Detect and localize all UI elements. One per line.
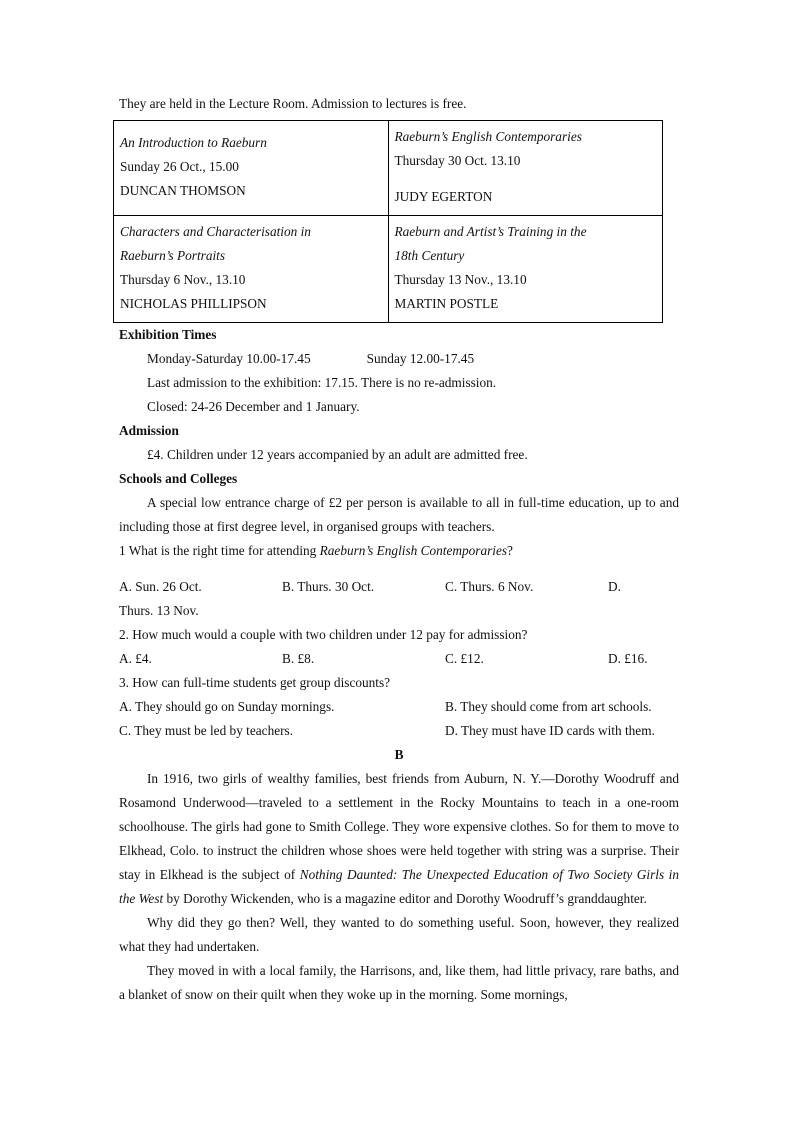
lecture-title-cont: 18th Century — [394, 248, 465, 263]
option-b[interactable]: B. £8. — [282, 651, 315, 666]
lecture-cell-1 — [114, 121, 389, 216]
section-b-paragraph-3: They moved in with a local family, the Harrisons, and, like them, had little privacy, rare baths, and a blanket of snow on their quilt when they woke up in the morning. Some mornings, — [119, 963, 679, 1002]
option-a[interactable]: A. £4. — [119, 651, 152, 666]
exhibition-heading: Exhibition Times — [119, 327, 217, 342]
option-c[interactable]: C. They must be led by teachers. — [119, 723, 294, 738]
option-a[interactable]: A. Sun. 26 Oct. — [119, 579, 202, 594]
option-d-text: Thurs. 13 Nov. — [119, 603, 199, 618]
lecture-date: Thursday 13 Nov., 13.10 — [394, 272, 527, 287]
section-b-paragraph-1 — [119, 767, 679, 911]
book-title: Nothing Daunted: The Unexpected Education of Two Society Girls in the West — [119, 867, 679, 906]
lecture-speaker: JUDY EGERTON — [394, 189, 493, 204]
question-1-title: Raeburn’s English Contemporaries — [319, 543, 508, 558]
p1-text: In 1916, two girls of wealthy families, best friends from Auburn, N. Y.—Dorothy Woodruff and Rosamond Underwood—traveled to a settlement in the Rocky Mountains to teach in a one-room schoolhouse. The girls had gone to Smith College. They wore expensive clothes. So for them to move to Elkhead, Colo. to instruct the children whose shoes were held together with string was a surprise. Their stay in Elkhead is the subject of — [119, 771, 679, 882]
admission-text: £4. Children under 12 years accompanied by an adult are admitted free. — [147, 447, 528, 462]
question-1-text: 1 What is the right time for attending — [119, 543, 320, 558]
option-d[interactable]: D. — [608, 579, 621, 594]
last-admission: Last admission to the exhibition: 17.15. There is no re-admission. — [147, 375, 497, 390]
lecture-speaker: NICHOLAS PHILLIPSON — [120, 296, 267, 311]
lecture-title: Raeburn and Artist’s Training in the — [394, 224, 587, 239]
question-1-options — [119, 575, 679, 599]
question-2-options — [119, 647, 679, 671]
lecture-intro: They are held in the Lecture Room. Admission to lectures is free. — [119, 96, 467, 111]
exhibition-hours — [119, 347, 679, 371]
closed-dates: Closed: 24-26 December and 1 January. — [147, 399, 360, 414]
lecture-speaker: DUNCAN THOMSON — [120, 183, 246, 198]
lecture-speaker: MARTIN POSTLE — [394, 296, 499, 311]
question-3-options-row-1 — [119, 695, 679, 719]
option-c[interactable]: C. £12. — [445, 651, 484, 666]
section-b-heading: B — [394, 747, 404, 762]
lecture-title: An Introduction to Raeburn — [120, 135, 267, 150]
lecture-date: Sunday 26 Oct., 15.00 — [120, 159, 239, 174]
lecture-title: Raeburn’s English Contemporaries — [394, 129, 582, 144]
option-d[interactable]: D. They must have ID cards with them. — [445, 723, 655, 738]
schools-heading: Schools and Colleges — [119, 471, 238, 486]
lecture-title-cont: Raeburn’s Portraits — [120, 248, 226, 263]
weekday-hours: Monday-Saturday 10.00-17.45 — [147, 351, 311, 366]
p1-text-end: by Dorothy Wickenden, who is a magazine editor and Dorothy Woodruff’s granddaughter. — [163, 891, 647, 906]
lecture-cell-4 — [388, 216, 663, 323]
question-1 — [119, 539, 679, 563]
question-3-options-row-2 — [119, 719, 679, 743]
schools-text: A special low entrance charge of £2 per person is available to all in full-time education, up to and including those at first degree level, in organised groups with teachers. — [119, 495, 679, 534]
lecture-date: Thursday 30 Oct. 13.10 — [394, 153, 521, 168]
question-1-suffix: ? — [507, 543, 513, 558]
option-c[interactable]: C. Thurs. 6 Nov. — [445, 579, 534, 594]
option-a[interactable]: A. They should go on Sunday mornings. — [119, 699, 335, 714]
lecture-cell-2 — [388, 121, 663, 216]
document-page — [119, 92, 679, 1007]
admission-heading: Admission — [119, 423, 179, 438]
option-d[interactable]: D. £16. — [608, 651, 648, 666]
question-3: 3. How can full-time students get group discounts? — [119, 675, 391, 690]
lecture-table — [113, 120, 663, 323]
question-2: 2. How much would a couple with two children under 12 pay for admission? — [119, 627, 528, 642]
option-b[interactable]: B. Thurs. 30 Oct. — [282, 579, 375, 594]
section-b-paragraph-2: Why did they go then? Well, they wanted to do something useful. Soon, however, they realized what they had undertaken. — [119, 915, 679, 954]
lecture-cell-3 — [114, 216, 389, 323]
lecture-title: Characters and Characterisation in — [120, 224, 311, 239]
lecture-date: Thursday 6 Nov., 13.10 — [120, 272, 246, 287]
option-b[interactable]: B. They should come from art schools. — [445, 699, 652, 714]
sunday-hours: Sunday 12.00-17.45 — [366, 351, 475, 366]
